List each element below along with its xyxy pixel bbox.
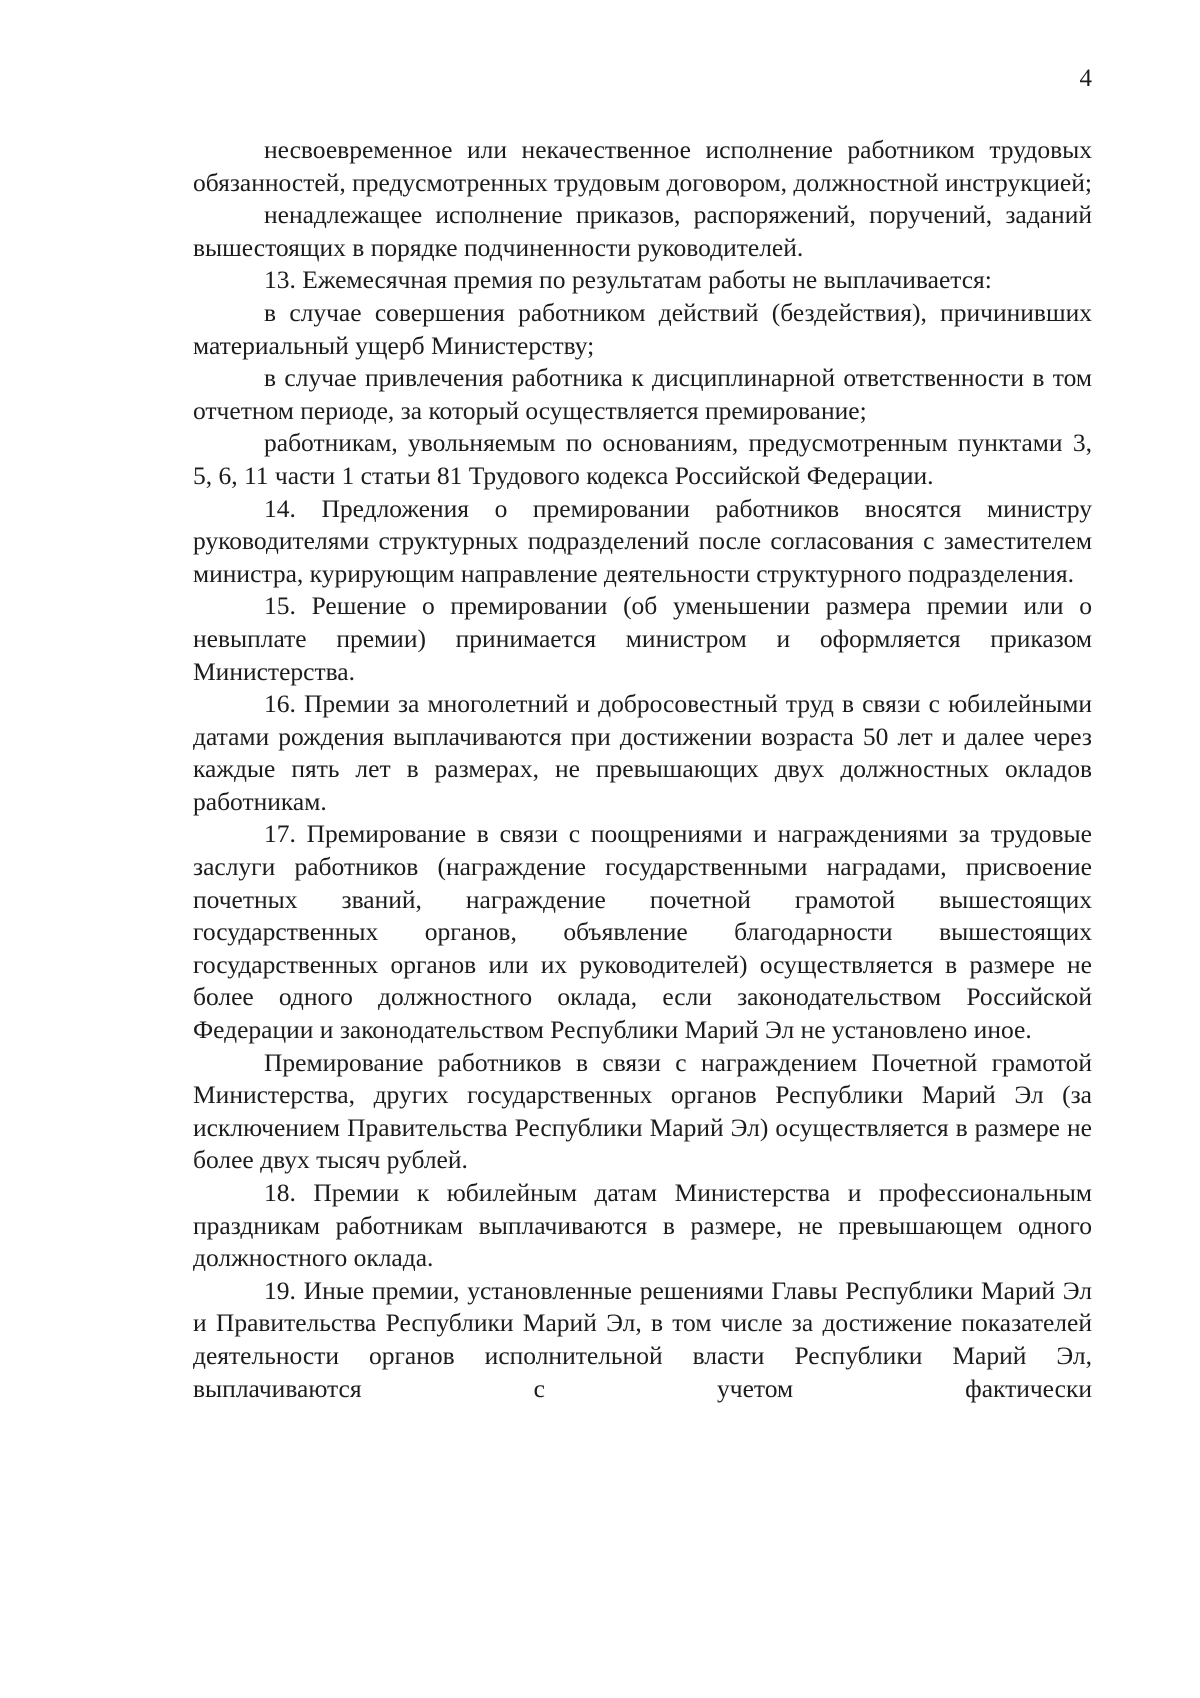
paragraph-14-bonus-proposals: 14. Предложения о премировании работников вносятся министру руководителями структурных подразделений после согласования с заместителем министра, курирующим направление деятельности структурного подразделения. bbox=[193, 493, 1092, 588]
paragraph-material-damage: в случае совершения работником действий (бездействия), причинивших материальный ущерб Министерству; bbox=[193, 297, 1092, 360]
paragraph-untimely-performance: несвоевременное или некачественное исполнение работником трудовых обязанностей, предусмотренных трудовым договором, должностной инструкцией; bbox=[193, 135, 1092, 197]
page-number: 4 bbox=[1079, 65, 1092, 92]
paragraph-15-bonus-decision: 15. Решение о премировании (об уменьшении размера премии или о невыплате премии) принимается министром и оформляется приказом Министерства. bbox=[193, 591, 1092, 686]
paragraph-disciplinary-liability: в случае привлечения работника к дисциплинарной ответственности в том отчетном периоде, за который осуществляется премирование; bbox=[193, 363, 1092, 425]
paragraph-16-anniversary-bonus: 16. Премии за многолетний и добросовестный труд в связи с юбилейными датами рождения выплачиваются при достижении возраста 50 лет и далее через каждые пять лет в размерах, не превышающих двух должностных окладов работникам. bbox=[193, 689, 1092, 816]
document-body bbox=[193, 134, 1092, 1405]
paragraph-dismissed-employees: работникам, увольняемым по основаниям, предусмотренным пунктами 3, 5, 6, 11 части 1 статьи 81 Трудового кодекса Российской Федерации. bbox=[193, 428, 1092, 490]
paragraph-honorary-certificate: Премирование работников в связи с награждением Почетной грамотой Министерства, других государственных органов Республики Марий Эл (за исключением Правительства Республики Марий Эл) осуществляется в размере не более двух тысяч рублей. bbox=[193, 1047, 1092, 1175]
paragraph-improper-execution: ненадлежащее исполнение приказов, распоряжений, поручений, заданий вышестоящих в порядке подчиненности руководителей. bbox=[193, 200, 1092, 262]
paragraph-18-holiday-bonus: 18. Премии к юбилейным датам Министерства и профессиональным праздникам работникам выплачиваются в размере, не превышающем одного должностного оклада. bbox=[193, 1178, 1092, 1273]
paragraph-13-heading: 13. Ежемесячная премия по результатам работы не выплачивается: bbox=[264, 265, 992, 295]
paragraph-17-awards-bonus: 17. Премирование в связи с поощрениями и награждениями за трудовые заслуги работников (награждение государственными наградами, присвоение почетных званий, награждение почетной грамотой вышестоящих государственных органов, объявление благодарности вышестоящих государственных органов или их руководителей) осуществляется в размере не более одного должностного оклада, если законодательством Российской Федерации и законодательством Республики Марий Эл не установлено иное. bbox=[193, 819, 1092, 1045]
paragraph-19-other-bonuses: 19. Иные премии, установленные решениями Главы Республики Марий Эл и Правительства Республики Марий Эл, в том числе за достижение показателей деятельности органов исполнительной власти Республики Марий Эл, выплачиваются с учетом фактически bbox=[193, 1275, 1092, 1403]
